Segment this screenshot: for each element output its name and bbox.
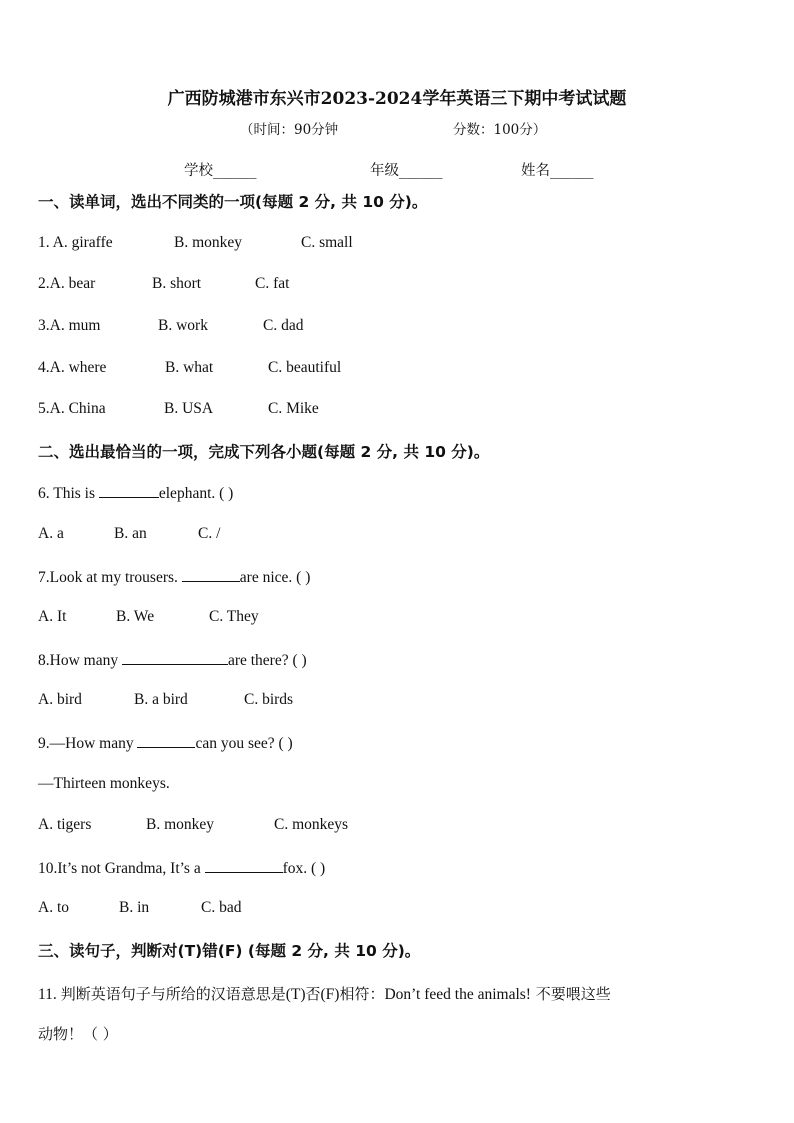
q1-option-c: C. small bbox=[301, 234, 353, 251]
q6-option-c: C. / bbox=[198, 525, 221, 542]
q8-blank[interactable] bbox=[122, 650, 228, 665]
q9-option-c: C. monkeys bbox=[274, 816, 349, 833]
q4-option-a: 4.A. where bbox=[38, 359, 107, 376]
section-3-heading: 三、读句子，判断对(T)错(F) (每题 2 分, 共 10 分)。 bbox=[38, 942, 421, 960]
question-7 bbox=[38, 567, 310, 587]
question-4 bbox=[38, 359, 341, 377]
question-8 bbox=[38, 650, 307, 670]
q6-stem-start: 6. This is bbox=[38, 485, 99, 502]
q6-stem-end: elephant. ( ) bbox=[158, 485, 234, 502]
q11-text-en-3: Don’t feed the animals! bbox=[384, 986, 531, 1003]
name-field: 姓名______ bbox=[521, 163, 594, 179]
q10-stem-end: fox. ( ) bbox=[282, 860, 326, 877]
q6-blank[interactable] bbox=[99, 483, 159, 498]
question-2 bbox=[38, 275, 289, 293]
q10-option-b: B. in bbox=[119, 899, 150, 916]
q7-option-b: B. We bbox=[116, 608, 155, 625]
q11-text-en-1: (T) bbox=[285, 986, 306, 1003]
question-8-options bbox=[38, 691, 293, 709]
q2-option-a: 2.A. bear bbox=[38, 275, 96, 292]
q10-option-c: C. bad bbox=[201, 899, 242, 916]
q7-stem-end: are nice. ( ) bbox=[239, 569, 311, 586]
q11-number: 11. bbox=[38, 986, 61, 1003]
page-title: 广西防城港市东兴市2023-2024学年英语三下期中考试试题 bbox=[167, 89, 627, 109]
q7-option-a: A. It bbox=[38, 608, 67, 625]
q7-option-c: C. They bbox=[209, 608, 259, 625]
q9-stem-start: 9.—How many bbox=[38, 735, 138, 752]
q2-option-c: C. fat bbox=[255, 275, 290, 292]
q11-text-cn-4: 不要喂这些 bbox=[530, 985, 611, 1003]
q11-text-cn-1: 判断英语句子与所给的汉语意思是 bbox=[60, 985, 286, 1003]
q3-option-b: B. work bbox=[158, 317, 208, 334]
question-10 bbox=[38, 858, 325, 878]
q9-blank[interactable] bbox=[137, 733, 195, 748]
q10-blank[interactable] bbox=[205, 858, 283, 873]
q8-stem-end: are there? ( ) bbox=[227, 652, 307, 669]
question-7-options bbox=[38, 608, 259, 626]
q9-option-b: B. monkey bbox=[146, 816, 215, 833]
question-6 bbox=[38, 483, 233, 503]
q9-stem-end: can you see? ( ) bbox=[195, 735, 293, 752]
q2-option-b: B. short bbox=[152, 275, 202, 292]
exam-time: （时间：90分钟 bbox=[240, 122, 339, 138]
q5-option-b: B. USA bbox=[164, 400, 214, 417]
q8-stem-start: 8.How many bbox=[38, 652, 122, 669]
question-11 bbox=[38, 983, 611, 1004]
question-9-answer-line: —Thirteen monkeys. bbox=[38, 775, 170, 792]
q6-option-b: B. an bbox=[114, 525, 147, 542]
q4-option-c: C. beautiful bbox=[268, 359, 342, 376]
q10-option-a: A. to bbox=[38, 899, 69, 916]
q11-text-en-2: (F) bbox=[320, 986, 340, 1003]
q11-text-cn-3: 相符： bbox=[339, 985, 385, 1003]
question-9 bbox=[38, 733, 293, 753]
q1-option-a: 1. A. giraffe bbox=[38, 234, 113, 251]
q3-option-a: 3.A. mum bbox=[38, 317, 101, 334]
q8-option-c: C. birds bbox=[244, 691, 294, 708]
q9-option-a: A. tigers bbox=[38, 816, 92, 833]
section-1-heading: 一、读单词，选出不同类的一项(每题 2 分, 共 10 分)。 bbox=[38, 193, 428, 211]
section-2-heading: 二、选出最恰当的一项，完成下列各小题(每题 2 分, 共 10 分)。 bbox=[38, 443, 490, 461]
question-5 bbox=[38, 400, 319, 418]
q8-option-b: B. a bird bbox=[134, 691, 188, 708]
q4-option-b: B. what bbox=[165, 359, 214, 376]
question-11-line-2: 动物！（ ） bbox=[38, 1025, 118, 1043]
q7-stem-start: 7.Look at my trousers. bbox=[38, 569, 182, 586]
q5-option-c: C. Mike bbox=[268, 400, 319, 417]
question-10-options bbox=[38, 899, 241, 917]
q8-option-a: A. bird bbox=[38, 691, 82, 708]
question-1 bbox=[38, 234, 353, 252]
question-6-options bbox=[38, 525, 220, 543]
q5-option-a: 5.A. China bbox=[38, 400, 106, 417]
exam-score: 分数：100分） bbox=[453, 122, 547, 138]
school-field: 学校______ bbox=[184, 163, 257, 179]
grade-field: 年级______ bbox=[370, 163, 443, 179]
q11-text-cn-2: 否 bbox=[305, 985, 321, 1003]
q6-option-a: A. a bbox=[38, 525, 64, 542]
q1-option-b: B. monkey bbox=[174, 234, 243, 251]
q3-option-c: C. dad bbox=[263, 317, 304, 334]
question-3 bbox=[38, 317, 303, 335]
question-9-options bbox=[38, 816, 348, 834]
q7-blank[interactable] bbox=[182, 567, 240, 582]
q10-stem-start: 10.It’s not Grandma, It’s a bbox=[38, 860, 205, 877]
